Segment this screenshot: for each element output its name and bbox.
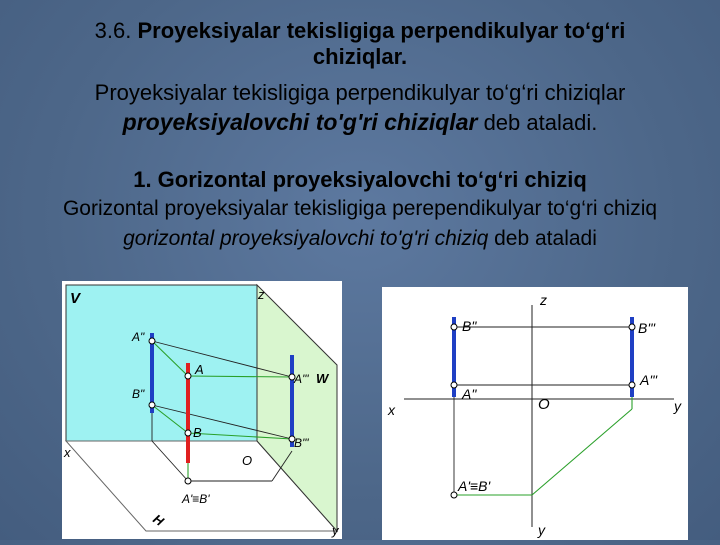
label-B2: B" <box>132 387 145 401</box>
label-B3: B'" <box>294 436 309 450</box>
definition-line-2 <box>0 108 720 137</box>
point-B <box>185 430 191 436</box>
label-y: y <box>332 523 339 538</box>
section-suffix: deb ataladi <box>488 227 597 250</box>
label-A3: A'" <box>294 372 309 386</box>
label-V: V <box>70 290 81 307</box>
label-y-right: y <box>674 398 681 414</box>
section-line-2 <box>0 226 720 252</box>
definition-term: proyeksiyalovchi to'g'ri chiziqlar <box>122 109 478 135</box>
label-AB1: A'≡B' <box>182 492 210 506</box>
point-A3 <box>629 382 635 388</box>
label-W: W <box>316 371 329 386</box>
label-B: B <box>193 425 202 440</box>
point-A <box>185 373 191 379</box>
section-line-1: Gorizontal proyeksiyalar tekisligiga perependikulyar to‘g‘ri chiziq <box>62 197 658 220</box>
point-B3 <box>629 324 635 330</box>
axonometric-svg <box>62 281 342 539</box>
section-term: gorizontal proyeksiyalovchi to'g'ri chiziq <box>123 227 489 250</box>
label-A3: A'" <box>640 372 657 388</box>
connector-line <box>532 409 632 495</box>
label-H: H <box>150 511 167 529</box>
point-A2 <box>149 338 155 344</box>
label-A2: A" <box>132 330 145 344</box>
label-y-bottom: y <box>538 522 545 538</box>
label-B3: B'" <box>638 320 655 336</box>
label-O: O <box>538 396 550 413</box>
label-B2: B" <box>462 318 477 334</box>
point-AB1 <box>451 492 457 498</box>
title-bold-b: chiziqlar. <box>312 44 408 69</box>
orthographic-svg <box>382 287 688 540</box>
section-heading: 1. Gorizontal proyeksiyalovchi to‘g‘ri chiziq <box>133 167 587 192</box>
label-O: O <box>242 453 253 468</box>
label-A: A <box>195 362 204 377</box>
label-x: x <box>64 445 71 460</box>
label-z: z <box>258 287 265 302</box>
label-x: x <box>388 402 395 418</box>
label-AB1: A'≡B' <box>458 478 491 494</box>
label-z: z <box>540 292 547 308</box>
definition-suffix: deb ataladi. <box>477 110 598 135</box>
title-bold-a: Proyeksiyalar tekisligiga perpendikulyar to‘g‘ri <box>137 18 626 43</box>
definition-line-1: Proyeksiyalar tekisligiga perpendikulyar to‘g‘ri chiziqlar <box>94 80 626 105</box>
point-B2 <box>451 324 457 330</box>
title-line-1 <box>0 18 720 44</box>
frontal-plane <box>66 285 257 441</box>
axonometric-figure <box>62 281 342 539</box>
point-AB1 <box>185 478 191 484</box>
point-B2 <box>149 402 155 408</box>
label-A2: A" <box>462 386 477 402</box>
orthographic-figure <box>382 287 688 540</box>
point-A2 <box>451 382 457 388</box>
title-number: 3.6. <box>94 18 132 43</box>
